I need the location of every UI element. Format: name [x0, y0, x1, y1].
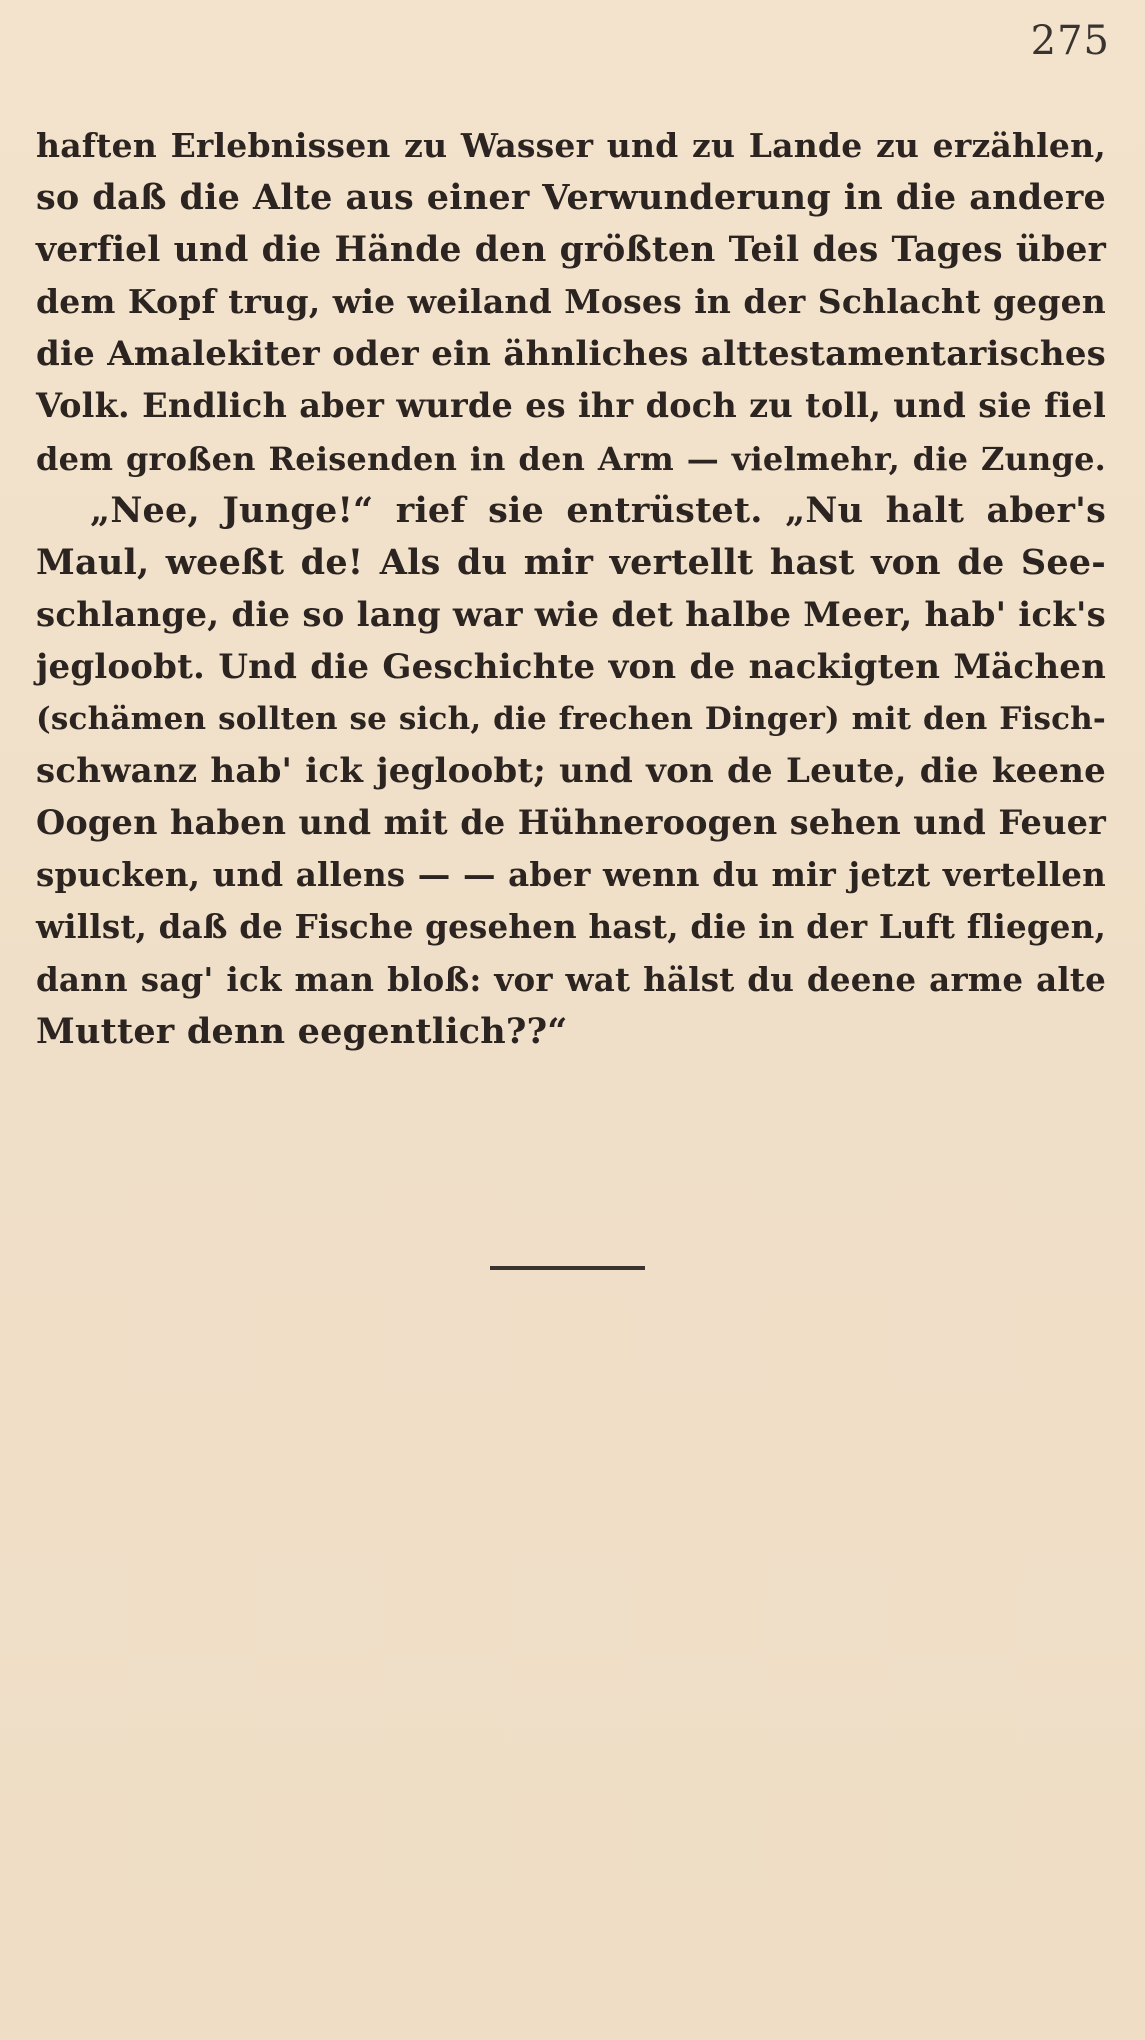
text-line: dann sag' ick man bloß: vor wat hälst du deene arme alte — [36, 959, 1106, 999]
text-line: jegloobt. Und die Geschichte von de nackigten Mächen — [36, 646, 1106, 687]
text-line: dem großen Reisenden in den Arm — vielmehr, die Zunge. — [36, 439, 1106, 478]
text-line: spucken, und allens — — aber wenn du mir jetzt vertellen — [36, 855, 1106, 895]
text-line: Maul, weeßt de! Als du mir vertellt hast von de See- — [36, 541, 1106, 583]
text-line: schlange, die so lang war wie det halbe Meer, hab' ick's — [36, 594, 1106, 635]
section-end-rule — [490, 1266, 645, 1270]
text-line: willst, daß de Fische gesehen hast, die in der Luft fliegen, — [36, 907, 1106, 947]
text-line: verfiel und die Hände den größten Teil des Tages über — [36, 230, 1106, 271]
text-line: die Amalekiter oder ein ähnliches alttestamentarisches — [36, 334, 1106, 375]
text-line: schwanz hab' ick jegloobt; und von de Leute, die keene — [36, 751, 1106, 792]
page-number: 275 — [1030, 18, 1110, 64]
text-line: so daß die Alte aus einer Verwunderung in die andere — [36, 177, 1106, 219]
text-line: haften Erlebnissen zu Wasser und zu Lande zu erzählen, — [36, 126, 1106, 165]
text-line: (schämen sollten se sich, die frechen Dinger) mit den Fisch- — [36, 701, 1106, 738]
text-line: Mutter denn eegentlich??“ — [36, 1010, 568, 1052]
body-text — [36, 120, 1106, 1058]
text-line: dem Kopf trug, wie weiland Moses in der Schlacht gegen — [36, 282, 1106, 322]
text-line: Oogen haben und mit de Hühneroogen sehen und Feuer — [36, 803, 1106, 843]
text-line: Volk. Endlich aber wurde es ihr doch zu toll, und sie fiel — [36, 386, 1106, 426]
text-line: „Nee, Junge!“ rief sie entrüstet. „Nu halt aber's — [90, 489, 1106, 531]
